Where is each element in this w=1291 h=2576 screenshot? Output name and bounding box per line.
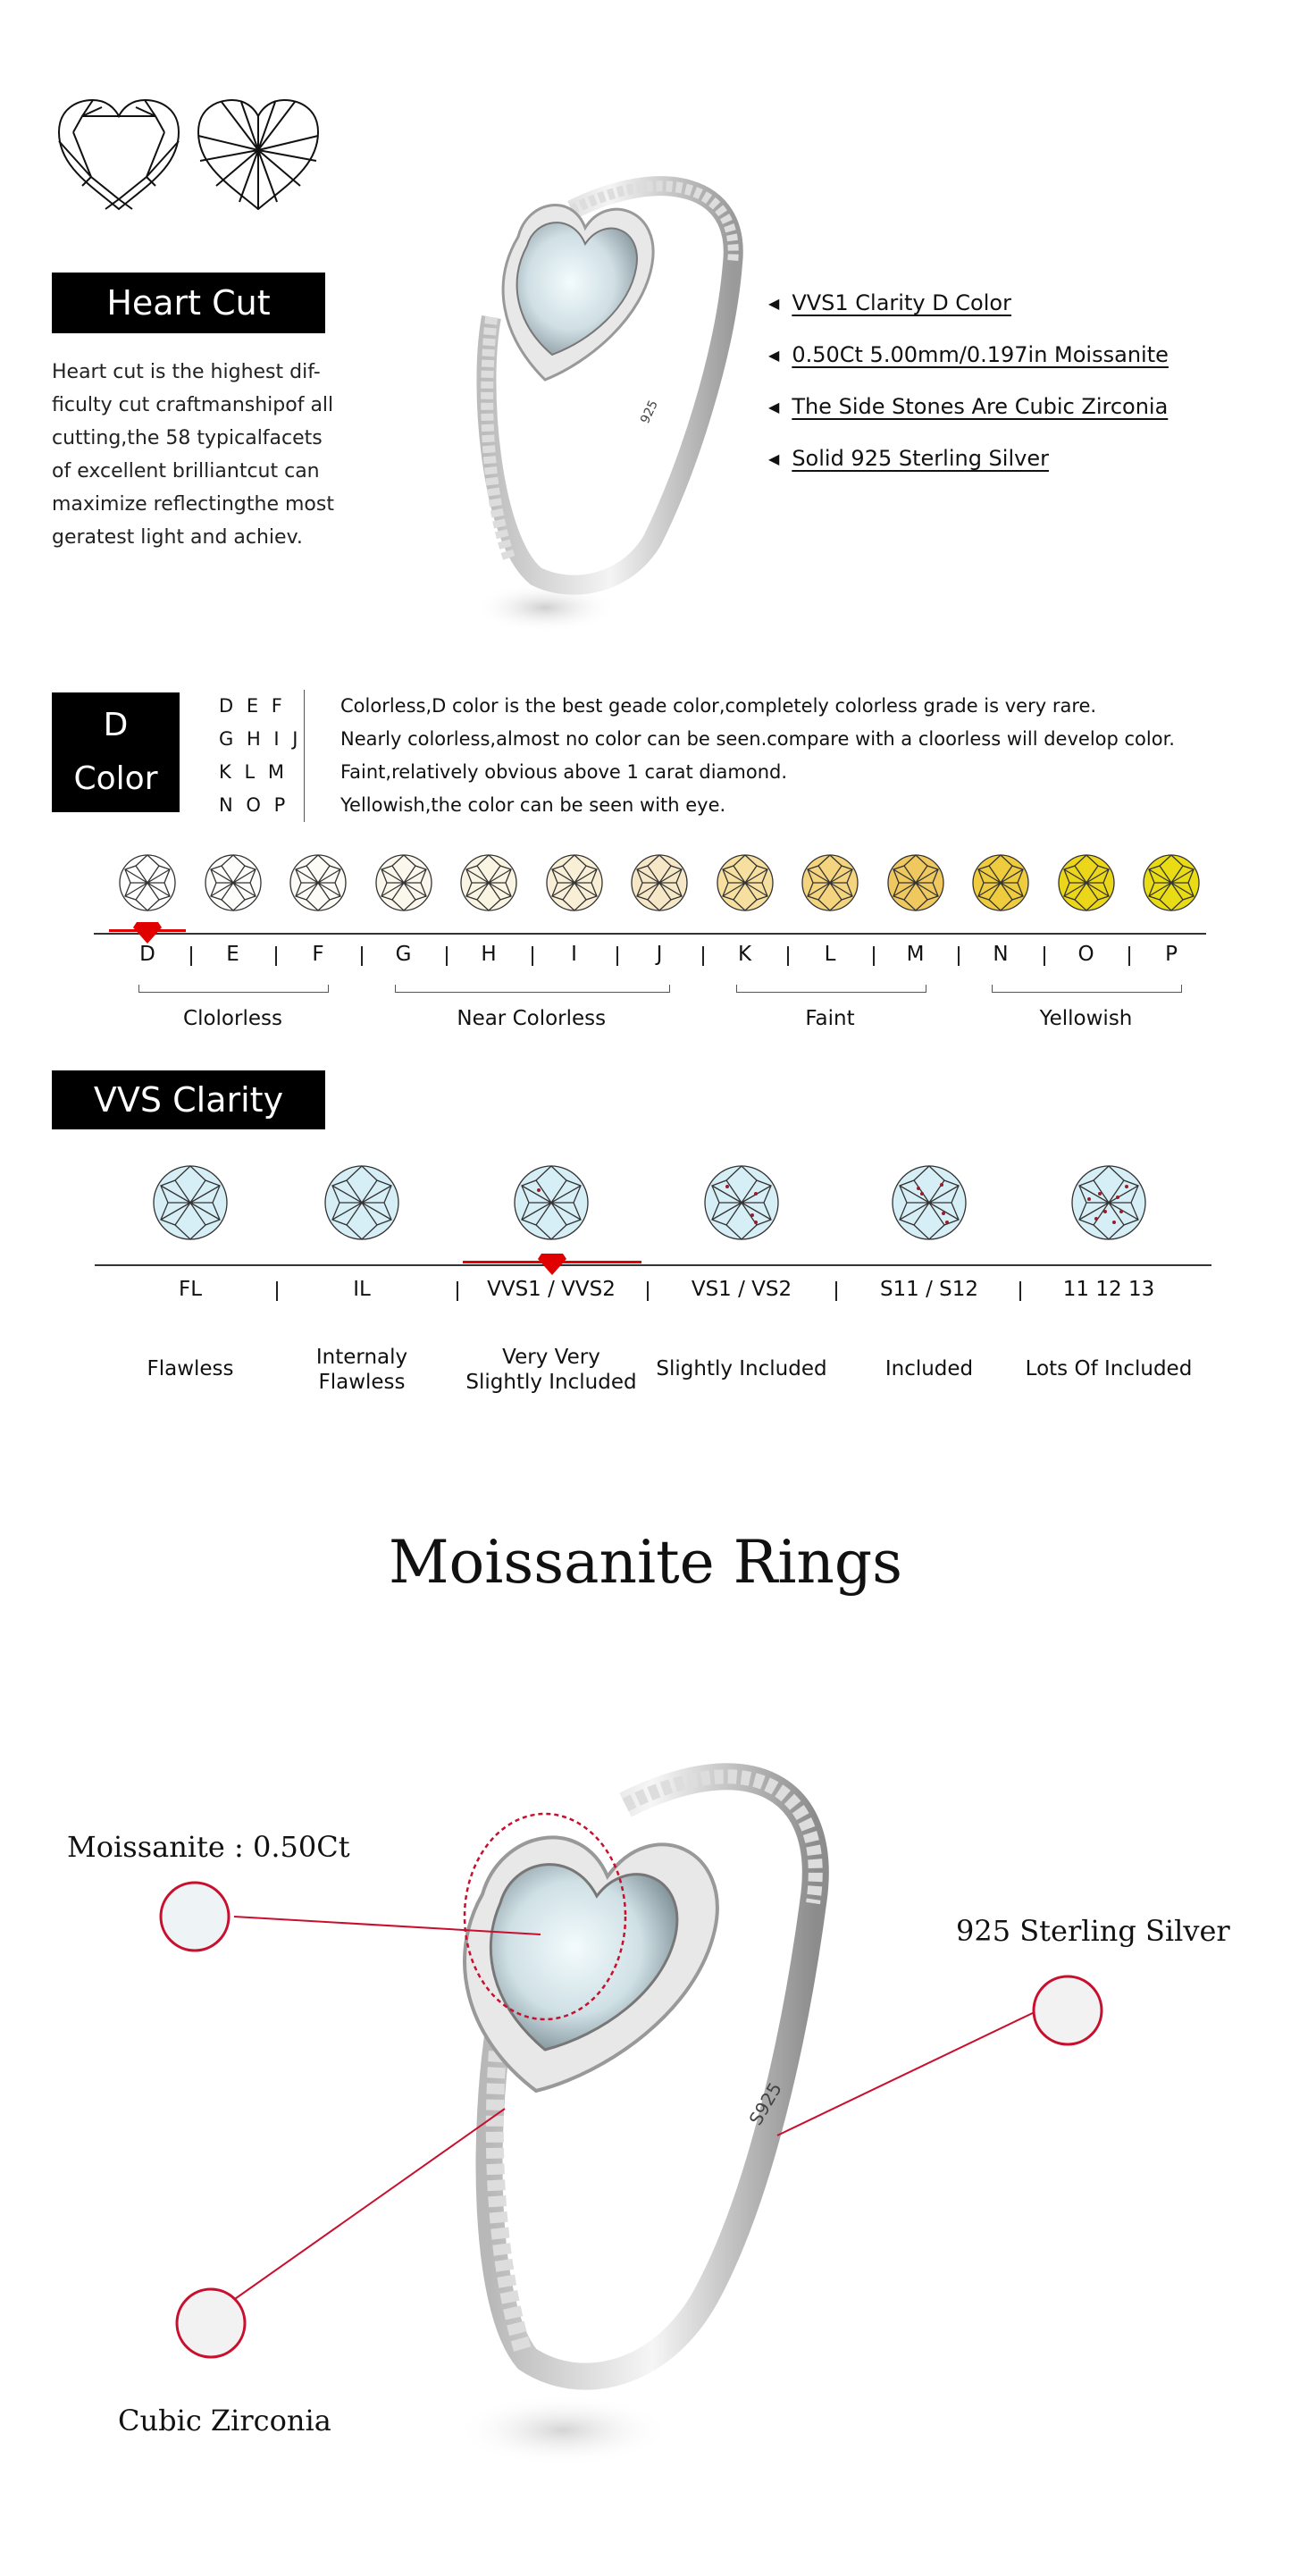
moissanite-zoom-circle xyxy=(161,1883,229,1951)
color-gem-m xyxy=(886,853,945,916)
clarity-gem xyxy=(513,1164,590,1245)
clarity-grade-name: Slightly Included xyxy=(656,1357,827,1380)
clarity-grade-code: FL xyxy=(178,1278,203,1301)
clarity-scale-labels xyxy=(0,1278,1291,1403)
color-grade-label: E xyxy=(226,943,239,966)
color-grade-label: M xyxy=(906,943,925,966)
color-badge xyxy=(52,692,180,812)
color-gem-n xyxy=(971,853,1030,916)
color-grade-row: D E F Colorless,D color is the best geade color,completely colorless grade is very rare. xyxy=(219,690,1175,723)
color-gem-i xyxy=(545,853,604,916)
color-grade-label: H xyxy=(481,943,497,966)
clarity-gem xyxy=(152,1164,229,1245)
color-gem-row xyxy=(0,853,1291,916)
heart-cut-title: Heart Cut xyxy=(106,283,271,323)
color-group-label: Near Colorless xyxy=(457,1007,607,1030)
feature-item: ◀ The Side Stones Are Cubic Zirconia xyxy=(768,394,1169,419)
feature-item: ◀ VVS1 Clarity D Color xyxy=(768,290,1011,315)
clarity-grade-code: VS1 / VS2 xyxy=(691,1278,792,1301)
scale-separator xyxy=(446,946,448,966)
scale-separator xyxy=(532,946,533,966)
description-line: cutting,the 58 typicalfacets xyxy=(52,427,323,449)
scale-separator xyxy=(1128,946,1130,966)
scale-separator xyxy=(275,946,277,966)
color-gem-k xyxy=(716,853,775,916)
color-grade-label: F xyxy=(312,943,324,966)
clarity-gem xyxy=(703,1164,780,1245)
clarity-gem xyxy=(891,1164,968,1245)
clarity-grade-name: Flawless xyxy=(147,1357,234,1380)
description-line: maximize reflectingthe most xyxy=(52,493,334,516)
clarity-scale-line xyxy=(95,1264,1211,1266)
color-scale-line xyxy=(94,933,1206,935)
color-scale-labels xyxy=(0,943,1291,1059)
silver-zoom-circle xyxy=(1034,1976,1102,2044)
description-line: geratest light and achiev. xyxy=(52,526,303,549)
ring-product-image xyxy=(393,156,831,639)
color-group-bracket xyxy=(138,985,329,993)
clarity-title: VVS Clarity xyxy=(93,1080,284,1120)
clarity-grade-name: Included xyxy=(884,1357,974,1380)
color-gem-g xyxy=(374,853,433,916)
scale-separator xyxy=(702,946,704,966)
color-gem-o xyxy=(1057,853,1116,916)
color-grade-row: K L M Faint,relatively obvious above 1 carat diamond. xyxy=(219,756,1175,789)
color-group-bracket xyxy=(992,985,1182,993)
scale-separator xyxy=(873,946,875,966)
color-grade-label: G xyxy=(395,943,412,966)
triangle-left-icon: ◀ xyxy=(768,449,780,467)
clarity-grade-code: S11 / S12 xyxy=(879,1278,979,1301)
color-group-label: Faint xyxy=(805,1007,855,1030)
zirconia-zoom-circle xyxy=(177,2289,245,2357)
callout-moissanite-label: Moissanite : 0.50Ct xyxy=(67,1830,350,1864)
clarity-gem xyxy=(1070,1164,1147,1245)
clarity-grade-name: Very Very Slightly Included xyxy=(465,1346,637,1394)
clarity-title-badge xyxy=(52,1070,325,1129)
scale-separator xyxy=(958,946,960,966)
color-group-bracket xyxy=(395,985,671,993)
scale-separator xyxy=(616,946,618,966)
clarity-grade-code: 11 12 13 xyxy=(1062,1278,1155,1301)
triangle-left-icon: ◀ xyxy=(768,294,780,312)
color-gem-d xyxy=(118,853,177,916)
callout-silver-label: 925 Sterling Silver xyxy=(956,1914,1230,1948)
heart-cut-title-badge xyxy=(52,273,325,333)
gem-marker-icon xyxy=(133,922,162,944)
clarity-gem xyxy=(323,1164,400,1245)
color-grade-row: G H I J Nearly colorless,almost no color can be seen.compare with a cloorless will develop color. xyxy=(219,723,1175,756)
color-grade-label: I xyxy=(571,943,577,966)
scale-separator xyxy=(787,946,789,966)
ring-stamp: S925 xyxy=(744,2078,786,2129)
scale-separator xyxy=(647,1281,649,1301)
color-grade-label: J xyxy=(656,943,663,966)
color-grade-label: D xyxy=(139,943,155,966)
feature-list xyxy=(768,277,1169,484)
heart-cut-diagram-pavilion-icon xyxy=(195,96,322,211)
scale-separator xyxy=(835,1281,837,1301)
scale-separator xyxy=(457,1281,458,1301)
clarity-grade-name: Lots Of Included xyxy=(1025,1357,1193,1380)
clarity-grade-name: Internaly Flawless xyxy=(315,1346,408,1394)
color-grade-label: N xyxy=(993,943,1009,966)
color-grade-row: N O P Yellowish,the color can be seen with eye. xyxy=(219,789,1175,822)
color-grade-label: P xyxy=(1165,943,1178,966)
gem-marker-icon xyxy=(538,1254,566,1275)
feature-item: ◀ Solid 925 Sterling Silver xyxy=(768,446,1049,471)
color-gem-f xyxy=(289,853,348,916)
color-gem-h xyxy=(459,853,518,916)
triangle-left-icon: ◀ xyxy=(768,398,780,415)
clarity-gem-row xyxy=(0,1164,1291,1245)
color-gem-p xyxy=(1142,853,1201,916)
color-grade-label: L xyxy=(824,943,836,966)
color-grade-label: K xyxy=(737,943,752,966)
color-grade-table xyxy=(219,690,1175,822)
description-line: of excellent brilliantcut can xyxy=(52,460,320,482)
ring-stamp: 925 xyxy=(638,398,661,426)
feature-item: ◀ 0.50Ct 5.00mm/0.197in Moissanite xyxy=(768,342,1169,367)
color-gem-j xyxy=(630,853,689,916)
heart-cut-diagram-crown-icon xyxy=(55,96,182,211)
scale-separator xyxy=(190,946,192,966)
scale-separator xyxy=(361,946,363,966)
color-gem-e xyxy=(204,853,263,916)
scale-separator xyxy=(1044,946,1045,966)
scale-separator xyxy=(276,1281,278,1301)
description-line: Heart cut is the highest dif- xyxy=(52,361,321,383)
callout-zirconia-label: Cubic Zirconia xyxy=(118,2404,331,2438)
color-group-bracket xyxy=(736,985,926,993)
description-line: ficulty cut craftmanshipof all xyxy=(52,394,334,416)
color-badge-grade: D xyxy=(103,707,129,743)
scale-separator xyxy=(1019,1281,1021,1301)
color-group-label: Clolorless xyxy=(183,1007,282,1030)
heart-cut-description xyxy=(52,356,338,554)
color-grade-label: O xyxy=(1077,943,1094,966)
clarity-grade-code: IL xyxy=(353,1278,371,1301)
clarity-grade-code: VVS1 / VVS2 xyxy=(487,1278,616,1301)
color-badge-label: Color xyxy=(73,760,158,797)
triangle-left-icon: ◀ xyxy=(768,346,780,364)
moissanite-section-title: Moissanite Rings xyxy=(388,1528,903,1597)
color-group-label: Yellowish xyxy=(1039,1007,1133,1030)
color-gem-l xyxy=(801,853,859,916)
